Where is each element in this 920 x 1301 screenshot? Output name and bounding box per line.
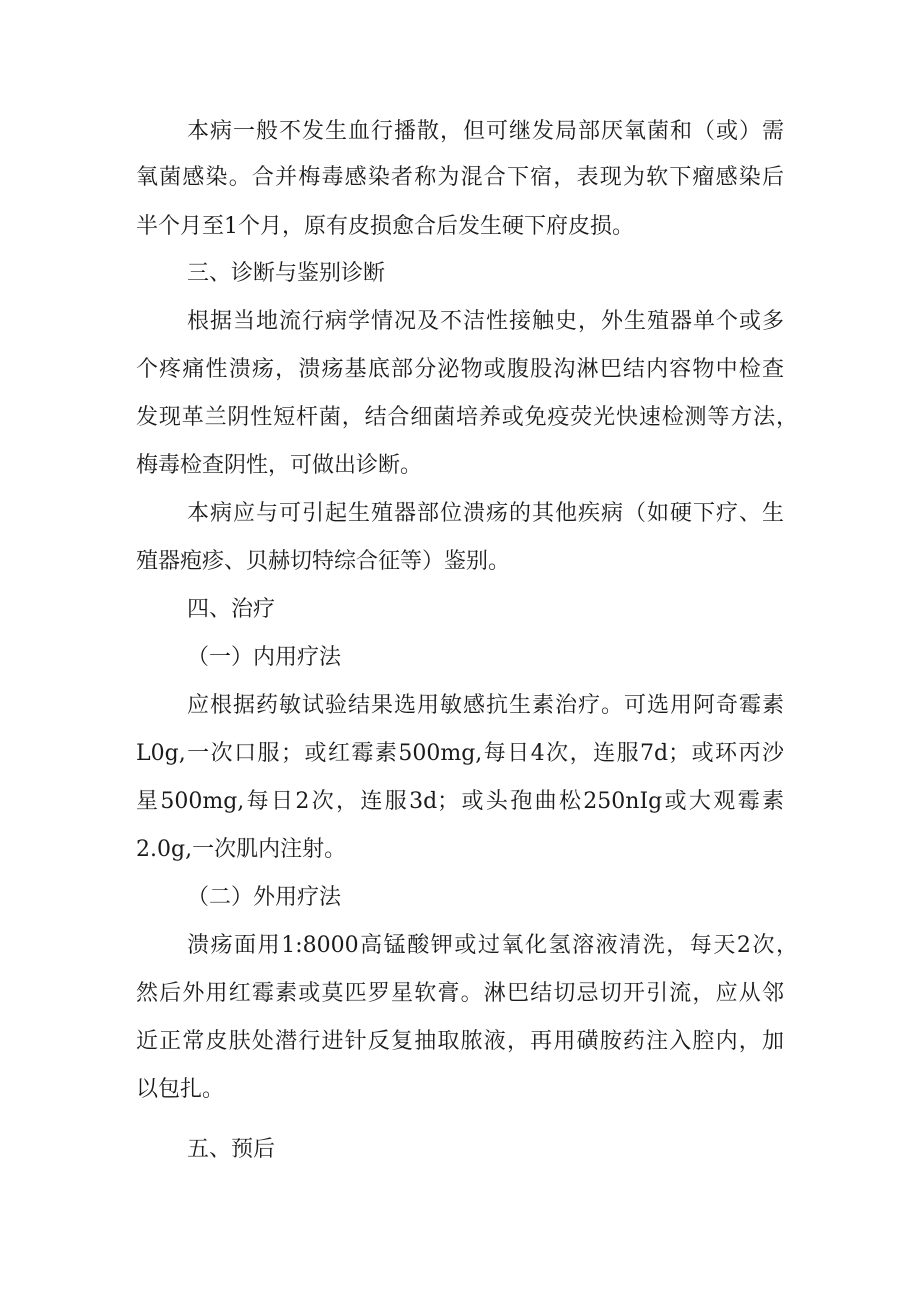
paragraph-5-line-4: 以包扎。 — [136, 1077, 225, 1102]
paragraph-5-line-1: 溃疡面用1:8000高锰酸钾或过氧化氢溶液清洗，每天2次， — [187, 933, 798, 958]
paragraph-1-line-3: 半个月至1个月，原有皮损愈合后发生硬下府皮损。 — [136, 214, 634, 239]
paragraph-2-line-4: 梅毒检查阴性，可做出诊断。 — [136, 453, 423, 478]
paragraph-2-line-3: 发现革兰阴性短杆菌，结合细菌培养或免疫荧光快速检测等方法， — [136, 405, 798, 430]
paragraph-5-line-3: 近正常皮肤处潜行进针反复抽取脓液，再用磺胺药注入腔内，加 — [136, 1029, 784, 1054]
paragraph-5-line-2: 然后外用红霉素或莫匹罗星软膏。淋巴结切忌切开引流，应从邻 — [136, 981, 784, 1006]
paragraph-2-line-1: 根据当地流行病学情况及不洁性接触史，外生殖器单个或多 — [187, 309, 784, 334]
paragraph-4-line-1: 应根据药敏试验结果选用敏感抗生素治疗。可选用阿奇霉素 — [187, 693, 784, 718]
paragraph-3-line-2: 殖器疱疹、贝赫切特综合征等）鉴别。 — [136, 549, 511, 574]
paragraph-1-line-1: 本病一般不发生血行播散，但可继发局部厌氧菌和（或）需 — [187, 119, 784, 144]
paragraph-4-line-3: 星500mg,每日2次，连服3d；或头孢曲松250nIg或大观霉素 — [136, 789, 784, 814]
paragraph-4-line-4: 2.0g,一次肌内注射。 — [136, 837, 347, 862]
section-heading-treatment: 四、治疗 — [187, 597, 276, 622]
section-heading-diagnosis: 三、诊断与鉴别诊断 — [187, 261, 386, 286]
paragraph-4-line-2: L0g,一次口服；或红霉素500mg,每日4次，连服7d；或环丙沙 — [136, 741, 784, 766]
paragraph-2-line-2: 个疼痛性溃疡，溃疡基底部分泌物或腹股沟淋巴结内容物中检查 — [136, 357, 784, 382]
paragraph-3-line-1: 本病应与可引起生殖器部位溃疡的其他疾病（如硬下疗、生 — [187, 501, 784, 526]
subheading-internal-therapy: （一）内用疗法 — [187, 645, 342, 670]
section-heading-prognosis: 五、预后 — [187, 1137, 276, 1162]
paragraph-1-line-2: 氧菌感染。合并梅毒感染者称为混合下宿，表现为软下瘤感染后 — [136, 165, 784, 190]
subheading-external-therapy: （二）外用疗法 — [187, 885, 342, 910]
